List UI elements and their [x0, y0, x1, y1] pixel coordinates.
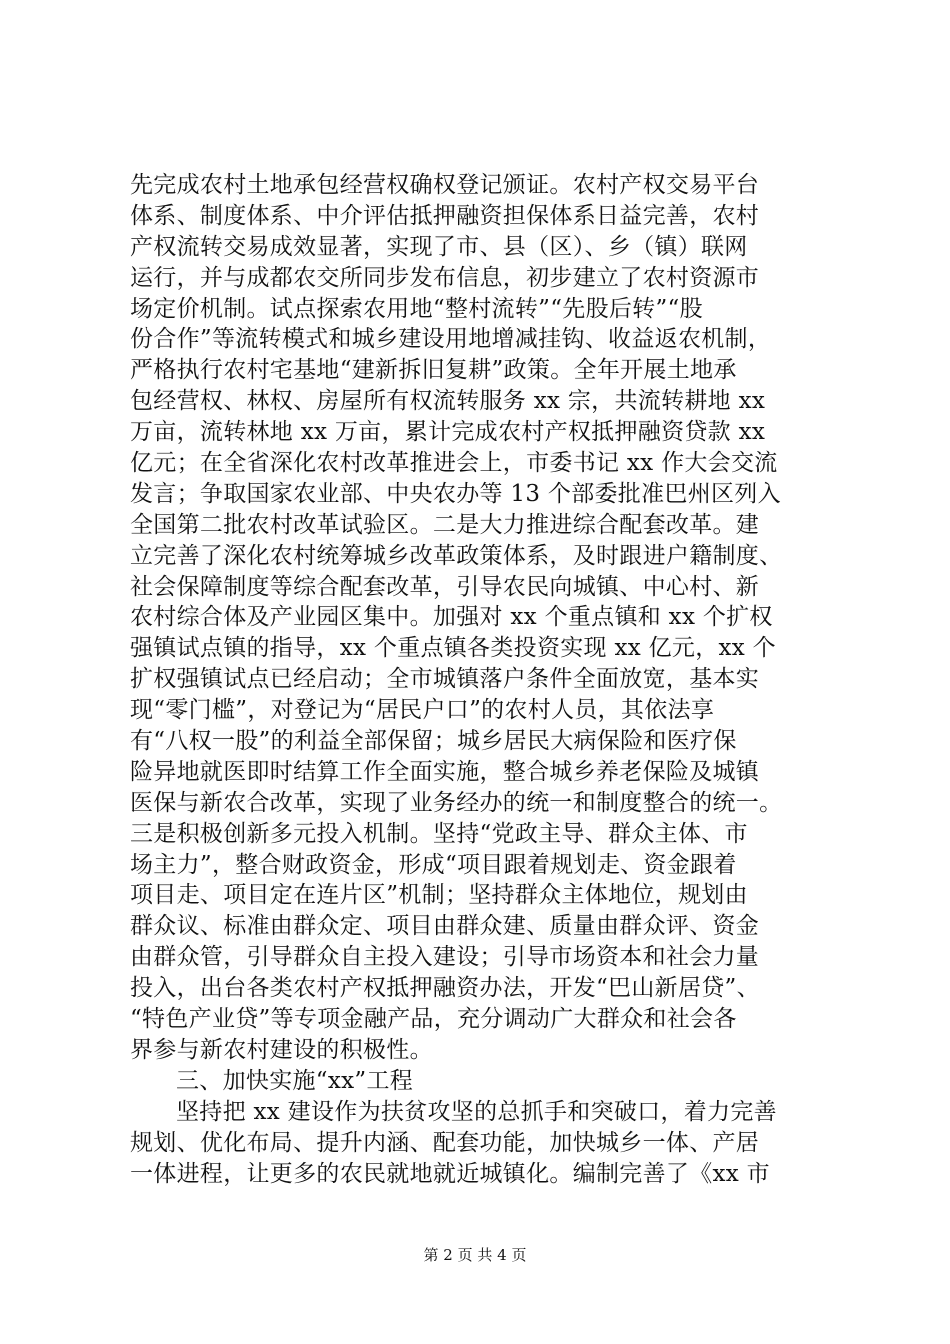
text-line: 万亩，流转林地 xx 万亩，累计完成农村产权抵押融资贷款 xx — [130, 419, 766, 446]
text-line: 严格执行农村宅基地“建新拆旧复耕”政策。全年开展土地承 — [130, 357, 737, 384]
text-line: 医保与新农合改革，实现了业务经办的统一和制度整合的统一。 — [130, 789, 783, 816]
text-line: 三是积极创新多元投入机制。坚持“党政主导、群众主体、市 — [130, 820, 748, 847]
text-line: 扩权强镇试点已经启动；全市城镇落户条件全面放宽，基本实 — [130, 666, 760, 693]
text-line: 项目走、项目定在连片区”机制；坚持群众主体地位，规划由 — [130, 882, 748, 909]
section-heading: 三、加快实施“xx”工程 — [176, 1067, 414, 1094]
text-line: 产权流转交易成效显著，实现了市、县（区）、乡（镇）联网 — [130, 233, 748, 260]
text-line: 规划、优化布局、提升内涵、配套功能，加快城乡一体、产居 — [130, 1129, 760, 1156]
text-line: 坚持把 xx 建设作为扶贫攻坚的总抓手和突破口，着力完善 — [176, 1098, 777, 1125]
text-line: 群众议、标准由群众定、项目由群众建、质量由群众评、资金 — [130, 913, 760, 940]
text-line: 运行，并与成都农交所同步发布信息，初步建立了农村资源市 — [130, 264, 760, 291]
text-line: 现“零门槛”，对登记为“居民户口”的农村人员，其依法享 — [130, 697, 715, 724]
text-line: 界参与新农村建设的积极性。 — [130, 1036, 433, 1063]
text-line: 全国第二批农村改革试验区。二是大力推进综合配套改革。建 — [130, 511, 760, 538]
text-line: 有“八权一股”的利益全部保留；城乡居民大病保险和医疗保 — [130, 728, 737, 755]
text-line: 由群众管，引导群众自主投入建设；引导市场资本和社会力量 — [130, 944, 760, 971]
text-line: 场定价机制。试点探索农用地“整村流转”“先股后转”“股 — [130, 295, 703, 322]
text-line: 亿元；在全省深化农村改革推进会上，市委书记 xx 作大会交流 — [130, 450, 778, 477]
text-line: 社会保障制度等综合配套改革，引导农民向城镇、中心村、新 — [130, 573, 760, 600]
text-line: 强镇试点镇的指导，xx 个重点镇各类投资实现 xx 亿元，xx 个 — [130, 635, 776, 662]
text-line: 立完善了深化农村统筹城乡改革政策体系，及时跟进户籍制度、 — [130, 542, 783, 569]
text-line: 场主力”，整合财政资金，形成“项目跟着规划走、资金跟着 — [130, 851, 737, 878]
text-line: 份合作”等流转模式和城乡建设用地增减挂钩、收益返农机制， — [130, 326, 772, 353]
text-line: 包经营权、林权、房屋所有权流转服务 xx 宗，共流转耕地 xx — [130, 388, 766, 415]
text-line: 农村综合体及产业园区集中。加强对 xx 个重点镇和 xx 个扩权 — [130, 604, 773, 631]
text-line: 一体进程，让更多的农民就地就近城镇化。编制完善了《xx 市 — [130, 1160, 770, 1187]
text-line: 先完成农村土地承包经营权确权登记颁证。农村产权交易平台 — [130, 172, 760, 198]
text-line: “特色产业贷”等专项金融产品，充分调动广大群众和社会各 — [130, 1006, 737, 1033]
text-line: 投入，出台各类农村产权抵押融资办法，开发“巴山新居贷”、 — [130, 975, 760, 1002]
document-body — [130, 170, 830, 1189]
page-number-footer: 第 2 页 共 4 页 — [423, 1246, 527, 1264]
text-line: 险异地就医即时结算工作全面实施，整合城乡养老保险及城镇 — [130, 758, 760, 785]
text-line: 体系、制度体系、中介评估抵押融资担保体系日益完善，农村 — [130, 202, 760, 229]
text-line: 发言；争取国家农业部、中央农办等 13 个部委批准巴州区列入 — [130, 480, 781, 507]
